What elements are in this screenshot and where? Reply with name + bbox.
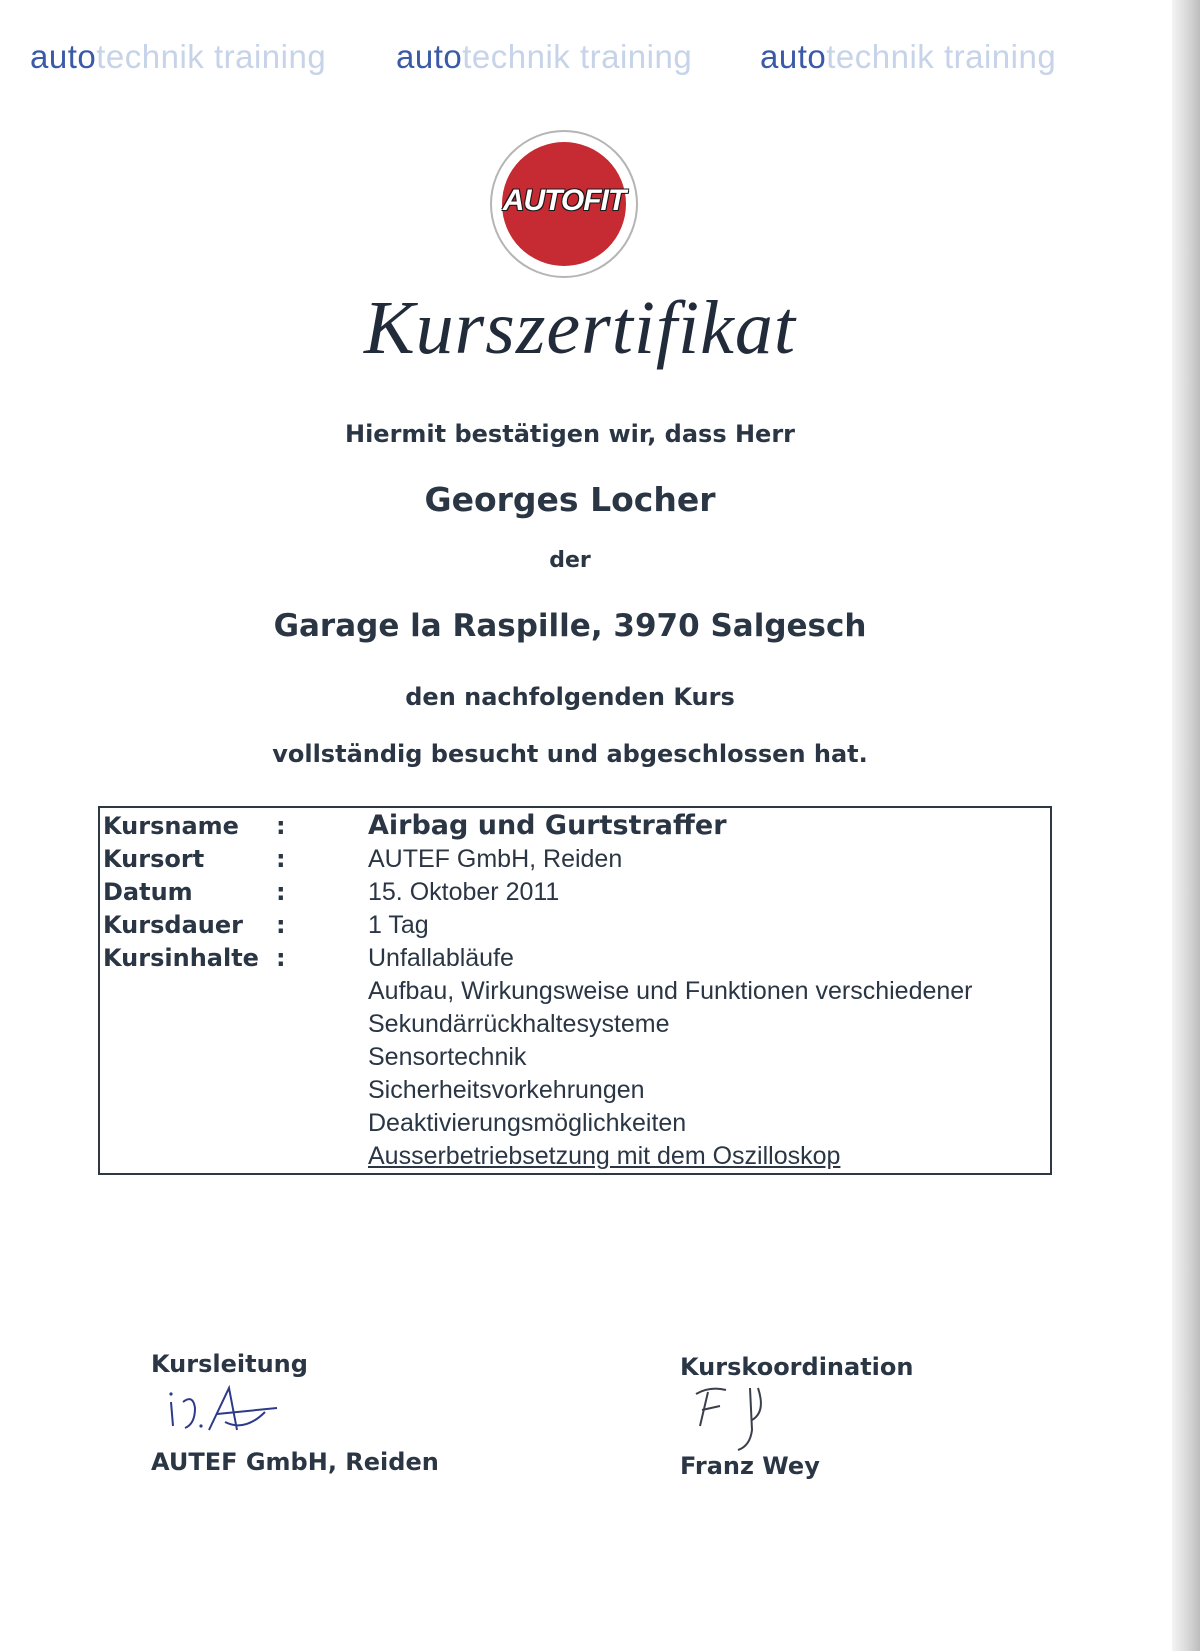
field-separator: :: [276, 911, 286, 939]
banner-auto-text: auto: [30, 38, 97, 75]
content-item: Deaktivierungsmöglichkeiten: [368, 1109, 687, 1137]
content-item: Sekundärrückhaltesysteme: [368, 1010, 670, 1038]
banner-segment: [30, 38, 326, 76]
banner-segment: [396, 38, 692, 76]
field-label: Kursinhalte: [103, 944, 259, 972]
field-separator: :: [276, 845, 286, 873]
content-item: Ausserbetriebsetzung mit dem Oszilloskop: [368, 1142, 841, 1170]
company-name: Garage la Raspille, 3970 Salgesch: [273, 608, 867, 644]
field-label: Kursort: [103, 845, 205, 873]
content-item: Sicherheitsvorkehrungen: [368, 1076, 645, 1104]
logo-text: AUTOFIT: [502, 184, 626, 217]
field-value: AUTEF GmbH, Reiden: [368, 845, 623, 873]
field-label: Kursname: [103, 812, 239, 840]
banner-faded-text: technik training: [826, 38, 1057, 75]
statement-line-2: vollständig besucht und abgeschlossen hat.: [272, 740, 868, 768]
field-value: 1 Tag: [368, 911, 429, 939]
signature-name-right: Franz Wey: [680, 1452, 820, 1480]
connector-text: der: [549, 548, 591, 573]
banner-faded-text: technik training: [96, 38, 327, 75]
banner-segment: [760, 38, 1056, 76]
field-separator: :: [276, 812, 286, 840]
statement-line-1: den nachfolgenden Kurs: [405, 683, 735, 711]
field-value: Airbag und Gurtstraffer: [368, 810, 727, 841]
field-separator: :: [276, 878, 286, 906]
intro-text: Hiermit bestätigen wir, dass Herr: [344, 420, 795, 448]
banner-faded-text: technik training: [462, 38, 693, 75]
signature-left: [165, 1384, 285, 1440]
field-label: Datum: [103, 878, 193, 906]
content-item: Sensortechnik: [368, 1043, 527, 1071]
field-separator: :: [276, 944, 286, 972]
field-value: 15. Oktober 2011: [368, 878, 560, 906]
banner-auto-text: auto: [396, 38, 463, 75]
signature-role-right: Kurskoordination: [680, 1353, 914, 1381]
field-label: Kursdauer: [103, 911, 243, 939]
content-item: Aufbau, Wirkungsweise und Funktionen verschiedener: [368, 977, 973, 1005]
signature-right: [690, 1384, 810, 1454]
scan-page-edge: [1172, 0, 1200, 1651]
participant-name: Georges Locher: [424, 480, 716, 519]
signature-name-left: AUTEF GmbH, Reiden: [151, 1448, 439, 1476]
header-banner: [30, 38, 1140, 88]
field-value: Unfallabläufe: [368, 944, 514, 972]
signature-role-left: Kursleitung: [151, 1350, 308, 1378]
certificate-title: Kurszertifikat: [363, 286, 797, 370]
course-details-box: [98, 806, 1052, 1175]
banner-auto-text: auto: [760, 38, 827, 75]
autofit-logo: [490, 130, 638, 278]
